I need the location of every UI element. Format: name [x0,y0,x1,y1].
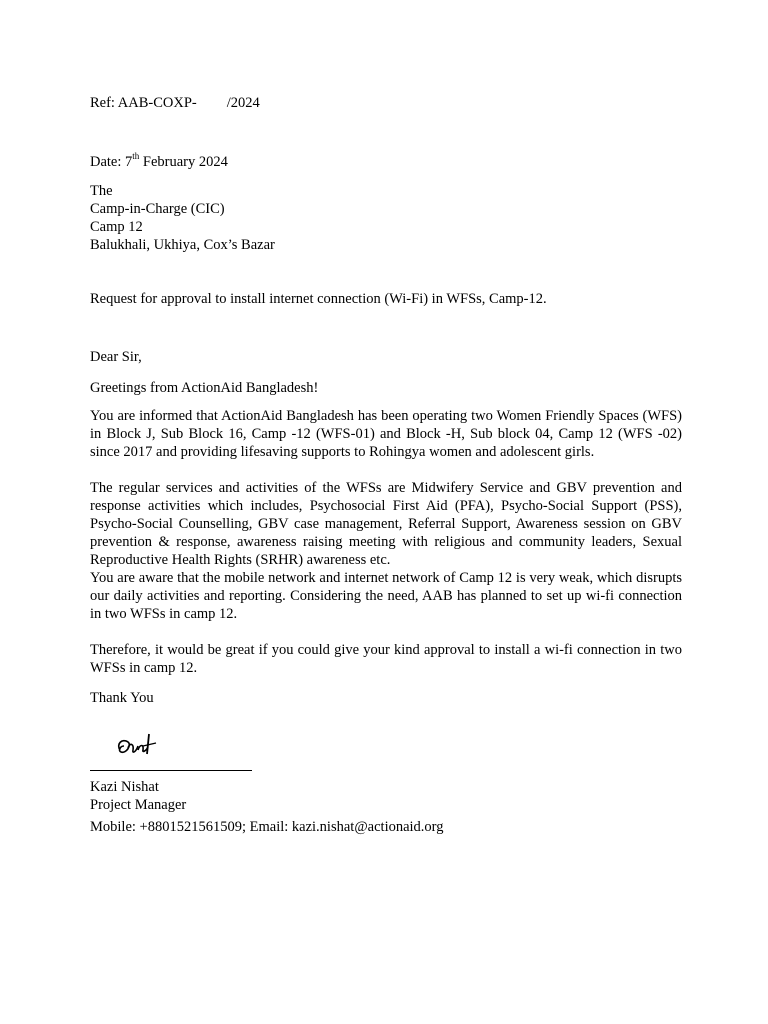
date-prefix: Date: 7 [90,154,133,170]
recipient-line-4: Balukhali, Ukhiya, Cox’s Bazar [90,237,275,253]
greeting: Greetings from ActionAid Bangladesh! [90,380,319,396]
recipient-line-1: The [90,183,113,199]
date-line [90,153,228,171]
date-ordinal: th [132,151,140,162]
paragraph-operations: You are informed that ActionAid Bangladesh has been operating two Women Friendly Spaces (WFS) in Block J, Sub Block 16, Camp -12 (WFS-01) and Block -H, Sub block 04, Camp 12 (WFS -02) since 2017 and providing lifesaving supports to Rohingya women and adolescent girls. [90,408,682,460]
date-suffix: February 2024 [139,154,228,170]
closing: Thank You [90,690,154,706]
recipient-line-3: Camp 12 [90,219,143,235]
signatory-title: Project Manager [90,797,187,813]
subject-line: Request for approval to install internet connection (Wi-Fi) in WFSs, Camp-12. [90,291,547,307]
signature-line [90,770,252,771]
salutation: Dear Sir, [90,349,142,365]
signatory-contact: Mobile: +8801521561509; Email: kazi.nishat@actionaid.org [90,819,444,835]
reference-prefix: Ref: AAB-COXP- [90,95,197,111]
paragraph-network: You are aware that the mobile network and internet network of Camp 12 is very weak, which disrupts our daily activities and reporting. Considering the need, AAB has planned to set up wi-fi connection in two WFSs in camp 12. [90,570,682,622]
recipient-line-2: Camp-in-Charge (CIC) [90,201,225,217]
paragraph-services: The regular services and activities of the WFSs are Midwifery Service and GBV prevention and response activities which includes, Psychosocial First Aid (PFA), Psycho-Social Support (PSS), Psycho-Social Counselling, GBV case management, Referral Support, Awareness session on GBV prevention & response, awareness raising meeting with religious and community leaders, Sexual Reproductive Health Rights (SRHR) awareness etc. [90,480,682,568]
reference-suffix: /2024 [226,95,260,111]
paragraph-request: Therefore, it would be great if you could give your kind approval to install a wi-fi connection in two WFSs in camp 12. [90,642,682,676]
handwritten-signature [112,730,162,764]
signatory-name: Kazi Nishat [90,779,159,795]
reference-line [90,94,260,112]
